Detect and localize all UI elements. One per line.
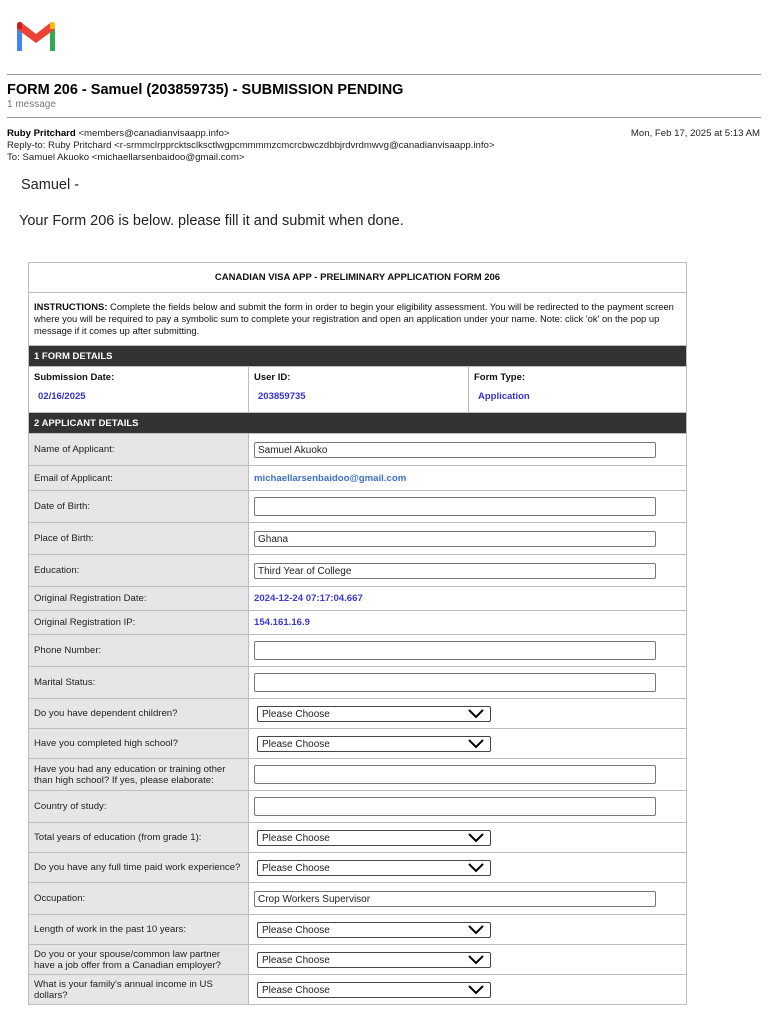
- chevron-down-icon: [467, 984, 485, 996]
- from-line: [7, 128, 230, 139]
- form-title: CANADIAN VISA APP - PRELIMINARY APPLICATION FORM 206: [29, 263, 687, 293]
- email-label: Email of Applicant:: [29, 466, 249, 491]
- children-select[interactable]: [257, 706, 491, 722]
- work-select[interactable]: [257, 860, 491, 876]
- phone-label: Phone Number:: [29, 635, 249, 667]
- chevron-down-icon: [467, 832, 485, 844]
- phone-input[interactable]: [254, 641, 656, 660]
- education-input[interactable]: Third Year of College: [254, 563, 656, 579]
- highschool-label: Have you completed high school?: [29, 729, 249, 759]
- country-input[interactable]: [254, 797, 656, 816]
- name-input[interactable]: Samuel Akuoko: [254, 442, 656, 458]
- joboffer-select[interactable]: [257, 952, 491, 968]
- joboffer-label: Do you or your spouse/common law partner have a job offer from a Canadian employer?: [29, 945, 249, 975]
- dob-input[interactable]: [254, 497, 656, 516]
- email-date: Mon, Feb 17, 2025 at 5:13 AM: [630, 128, 760, 139]
- work-label: Do you have any full time paid work experience?: [29, 853, 249, 883]
- education-label: Education:: [29, 555, 249, 587]
- instructions-text: Complete the fields below and submit the form in order to begin your eligibility assessment. You will be redirected to the payment screen where you will be required to pay a symbolic sum to complete your registration and open an application under your name. Note: click 'ok' on the pop up message if it comes up after submitting.: [34, 301, 674, 336]
- from-email: <members@canadianvisaapp.info>: [78, 128, 230, 139]
- income-select[interactable]: [257, 982, 491, 998]
- children-label: Do you have dependent children?: [29, 699, 249, 729]
- section-form-details: 1 FORM DETAILS: [29, 346, 687, 367]
- gmail-logo-icon: [14, 20, 58, 53]
- marital-input[interactable]: [254, 673, 656, 692]
- occupation-label: Occupation:: [29, 883, 249, 915]
- application-form: [28, 262, 687, 1005]
- length-select[interactable]: [257, 922, 491, 938]
- dob-label: Date of Birth:: [29, 491, 249, 523]
- instructions-label: INSTRUCTIONS:: [34, 301, 108, 312]
- regdate-label: Original Registration Date:: [29, 587, 249, 611]
- form-type-cell: [469, 367, 687, 413]
- length-label: Length of work in the past 10 years:: [29, 915, 249, 945]
- user-id-value: 203859735: [258, 391, 306, 402]
- form-type-label: Form Type:: [474, 372, 526, 383]
- from-name: Ruby Pritchard: [7, 128, 76, 139]
- years-label: Total years of education (from grade 1):: [29, 823, 249, 853]
- section-applicant-details: 2 APPLICANT DETAILS: [29, 413, 687, 434]
- submission-date-label: Submission Date:: [34, 372, 115, 383]
- length-select-value: Please Choose: [262, 924, 330, 936]
- children-select-value: Please Choose: [262, 708, 330, 720]
- header-divider: [7, 117, 761, 118]
- highschool-select[interactable]: [257, 736, 491, 752]
- email-subject: FORM 206 - Samuel (203859735) - SUBMISSION PENDING: [7, 82, 404, 98]
- country-label: Country of study:: [29, 791, 249, 823]
- chevron-down-icon: [467, 924, 485, 936]
- work-select-value: Please Choose: [262, 862, 330, 874]
- marital-label: Marital Status:: [29, 667, 249, 699]
- regip-value: 154.161.16.9: [254, 617, 311, 628]
- to-line: To: Samuel Akuoko <michaellarsenbaidoo@gmail.com>: [7, 152, 245, 163]
- years-select-value: Please Choose: [262, 832, 330, 844]
- greeting: Samuel -: [21, 177, 80, 193]
- message-count: 1 message: [7, 99, 56, 110]
- highschool-select-value: Please Choose: [262, 738, 330, 750]
- intro-text: Your Form 206 is below. please fill it and submit when done.: [19, 213, 404, 229]
- name-label: Name of Applicant:: [29, 434, 249, 466]
- regdate-value: 2024-12-24 07:17:04.667: [254, 593, 363, 604]
- pob-input[interactable]: Ghana: [254, 531, 656, 547]
- reply-to-line: Reply-to: Ruby Pritchard <r-srmmclrpprcktsclksctlwgpcmmmmzcmcrcbwczdbbjrdvrdmwvg@canadianvisaapp.info>: [7, 140, 495, 151]
- user-id-label: User ID:: [254, 372, 291, 383]
- form-type-value: Application: [478, 391, 530, 402]
- user-id-cell: [249, 367, 469, 413]
- submission-date-value: 02/16/2025: [38, 391, 86, 402]
- income-label: What is your family's annual income in US dollars?: [29, 975, 249, 1005]
- top-divider: [7, 74, 761, 75]
- form-instructions: [29, 293, 687, 346]
- othertraining-label: Have you had any education or training other than high school? If yes, please elaborate:: [29, 759, 249, 791]
- submission-date-cell: [29, 367, 249, 413]
- chevron-down-icon: [467, 954, 485, 966]
- occupation-input[interactable]: Crop Workers Supervisor: [254, 891, 656, 907]
- email-value[interactable]: michaellarsenbaidoo@gmail.com: [254, 472, 407, 484]
- chevron-down-icon: [467, 708, 485, 720]
- regip-label: Original Registration IP:: [29, 611, 249, 635]
- years-select[interactable]: [257, 830, 491, 846]
- pob-label: Place of Birth:: [29, 523, 249, 555]
- income-select-value: Please Choose: [262, 984, 330, 996]
- joboffer-select-value: Please Choose: [262, 954, 330, 966]
- chevron-down-icon: [467, 738, 485, 750]
- chevron-down-icon: [467, 862, 485, 874]
- othertraining-input[interactable]: [254, 765, 656, 784]
